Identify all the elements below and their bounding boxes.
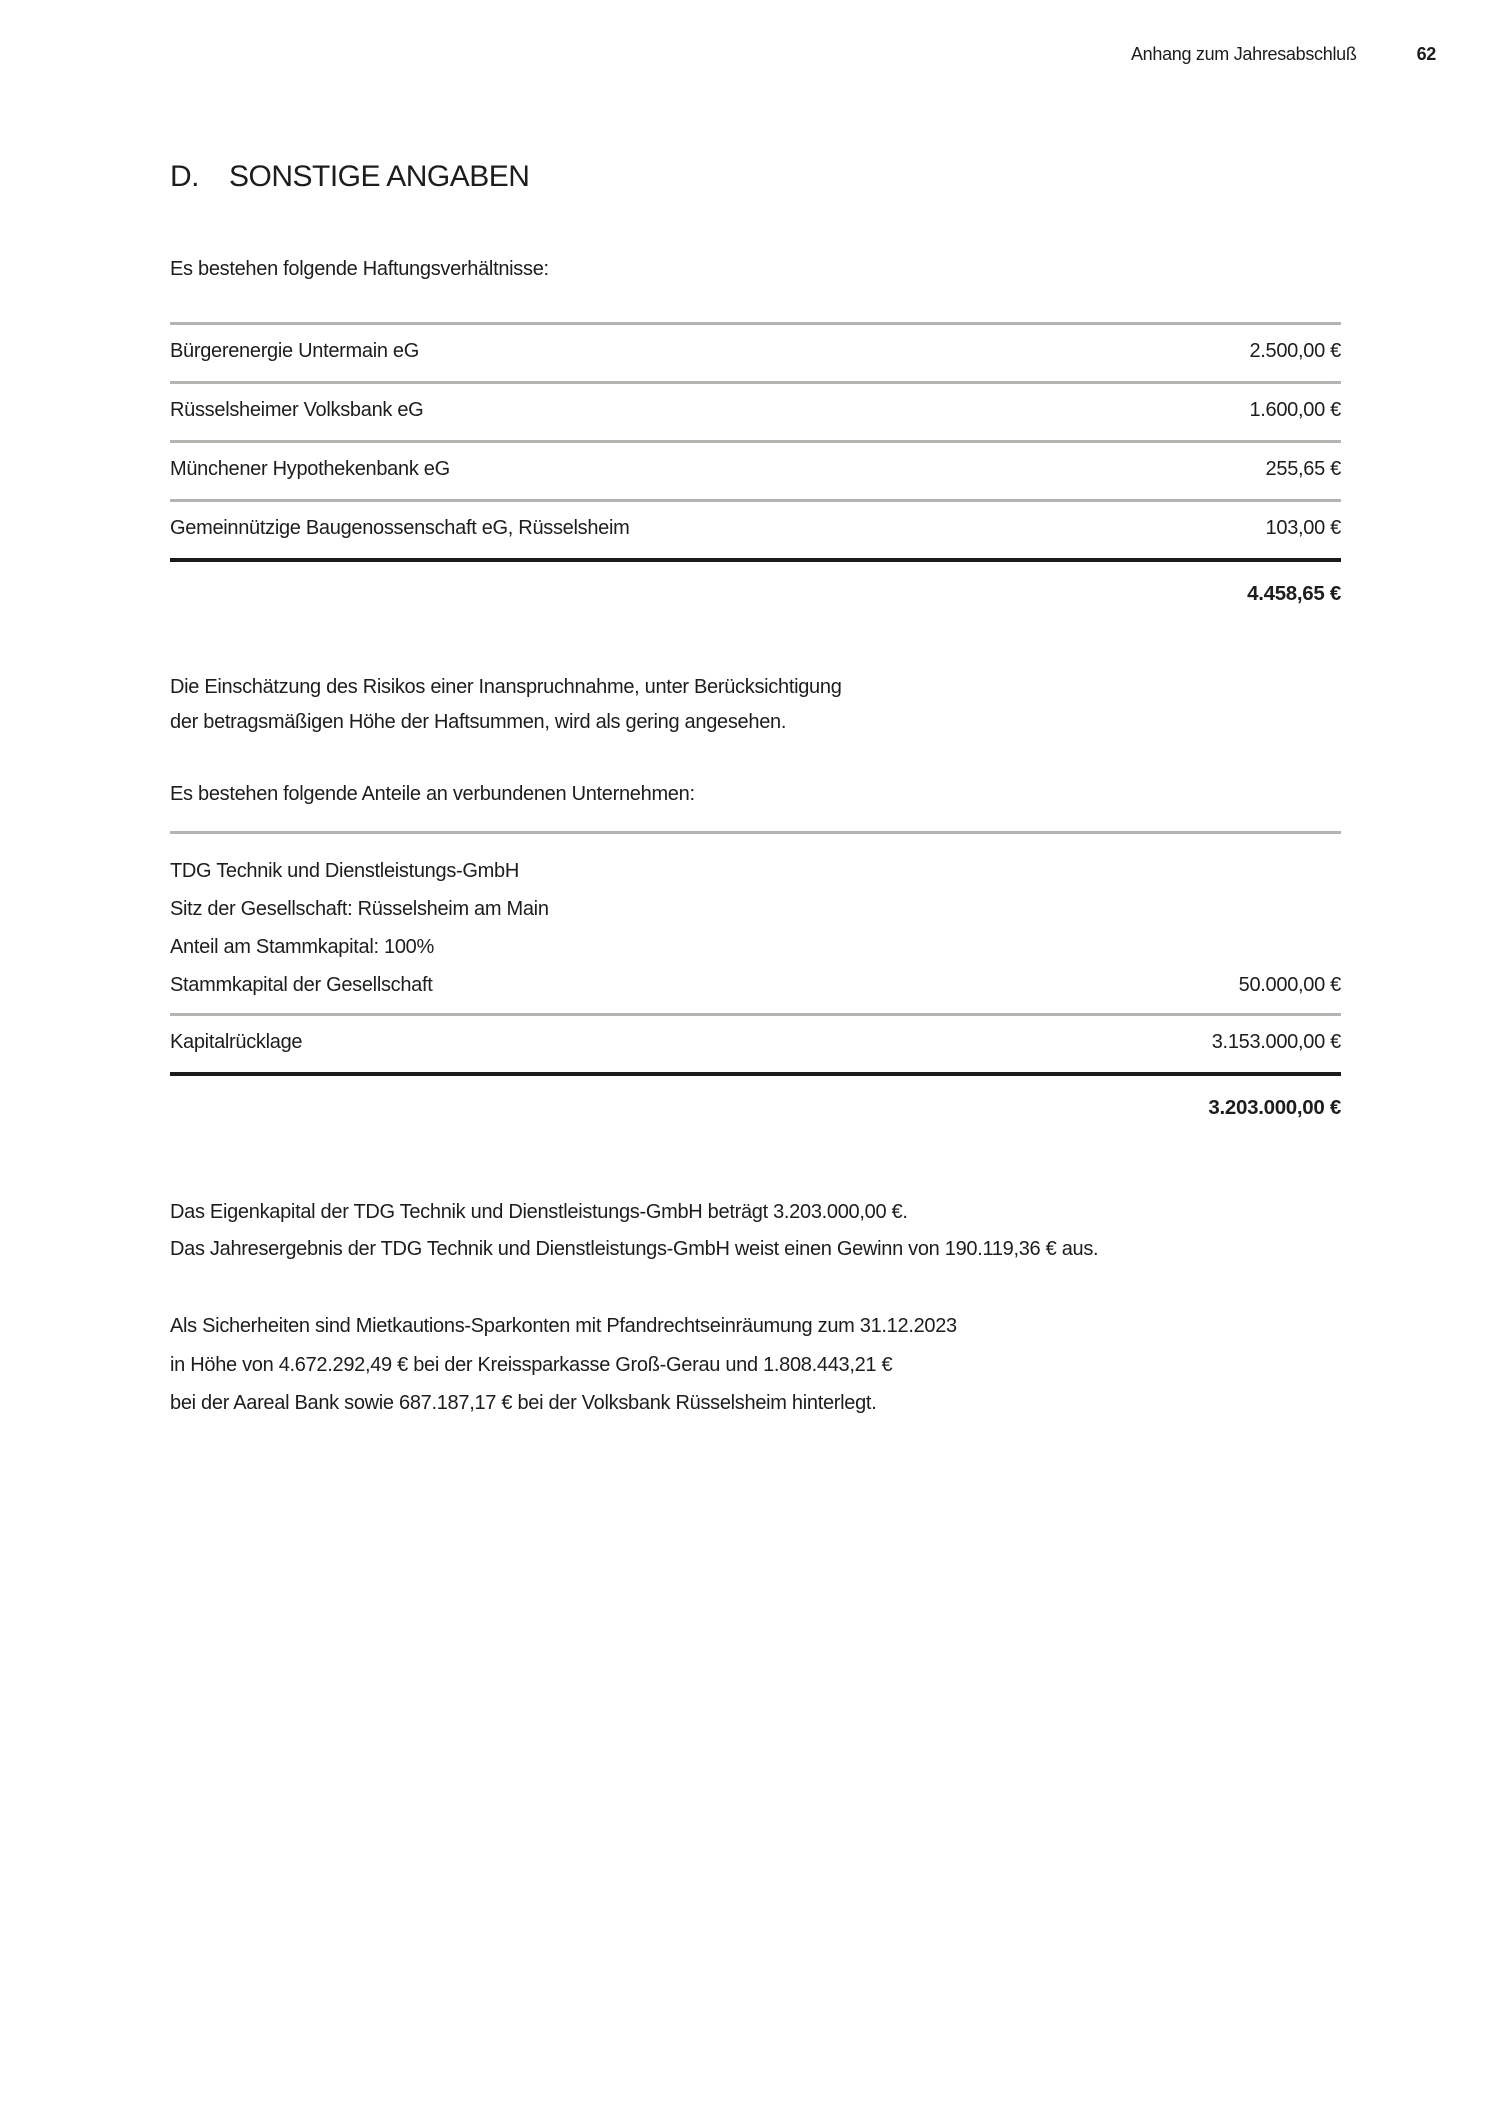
row-label: Gemeinnützige Baugenossenschaft eG, Rüsselsheim xyxy=(170,517,630,539)
section-title xyxy=(170,160,1341,194)
table-row xyxy=(170,440,1341,499)
paragraph-line: Die Einschätzung des Risikos einer Inanspruchnahme, unter Berücksichtigung xyxy=(170,676,842,698)
risk-paragraph xyxy=(170,670,1341,740)
row-value: 3.153.000,00 € xyxy=(1211,1031,1341,1053)
row-value: 255,65 € xyxy=(1265,458,1341,480)
row-label: Rüsselsheimer Volksbank eG xyxy=(170,399,424,421)
table-row xyxy=(170,322,1341,381)
paragraph-line: Als Sicherheiten sind Mietkautions-Sparkonten mit Pfandrechtseinräumung zum 31.12.2023 xyxy=(170,1315,957,1337)
row-label: Kapitalrücklage xyxy=(170,1031,303,1053)
page-number: 62 xyxy=(1416,44,1436,64)
table-row xyxy=(170,1013,1341,1072)
table-row xyxy=(170,381,1341,440)
section-heading: SONSTIGE ANGABEN xyxy=(229,160,530,193)
company-name: TDG Technik und Dienstleistungs-GmbH xyxy=(170,860,519,882)
company-seat: Sitz der Gesellschaft: Rüsselsheim am Main xyxy=(170,898,549,920)
running-header-title: Anhang zum Jahresabschluß xyxy=(1130,44,1357,64)
subsidiary-table xyxy=(170,831,1341,1076)
intro-liabilities: Es bestehen folgende Haftungsverhältnisse: xyxy=(170,258,549,280)
row-value: 2.500,00 € xyxy=(1249,340,1341,362)
row-label: Münchener Hypothekenbank eG xyxy=(170,458,450,480)
row-label: Bürgerenergie Untermain eG xyxy=(170,340,419,362)
section-letter: D. xyxy=(170,160,199,193)
collateral-paragraph xyxy=(170,1307,1341,1423)
liabilities-table xyxy=(170,322,1341,562)
intro-subsidiaries: Es bestehen folgende Anteile an verbundenen Unternehmen: xyxy=(170,783,695,805)
table-row xyxy=(170,499,1341,558)
company-share: Anteil am Stammkapital: 100% xyxy=(170,936,434,958)
paragraph-line: in Höhe von 4.672.292,49 € bei der Kreissparkasse Groß-Gerau und 1.808.443,21 € xyxy=(170,1353,893,1376)
row-value: 50.000,00 € xyxy=(1238,974,1341,996)
equity-paragraph xyxy=(170,1194,1341,1268)
paragraph-line: bei der Aareal Bank sowie 687.187,17 € bei der Volksbank Rüsselsheim hinterlegt. xyxy=(170,1392,877,1414)
liabilities-total: 4.458,65 € xyxy=(1247,582,1341,605)
subsidiary-total: 3.203.000,00 € xyxy=(1208,1096,1341,1119)
paragraph-line: Das Jahresergebnis der TDG Technik und Dienstleistungs-GmbH weist einen Gewinn von 190.119,36 € aus. xyxy=(170,1238,1099,1260)
paragraph-line: Das Eigenkapital der TDG Technik und Dienstleistungs-GmbH beträgt 3.203.000,00 €. xyxy=(170,1201,908,1223)
row-value: 103,00 € xyxy=(1265,517,1341,539)
paragraph-line: der betragsmäßigen Höhe der Haftsummen, wird als gering angesehen. xyxy=(170,711,787,733)
company-details xyxy=(170,852,549,1004)
table-row xyxy=(170,831,1341,1013)
row-value: 1.600,00 € xyxy=(1249,399,1341,421)
company-capital-label: Stammkapital der Gesellschaft xyxy=(170,974,433,996)
content-column xyxy=(170,0,1341,1423)
